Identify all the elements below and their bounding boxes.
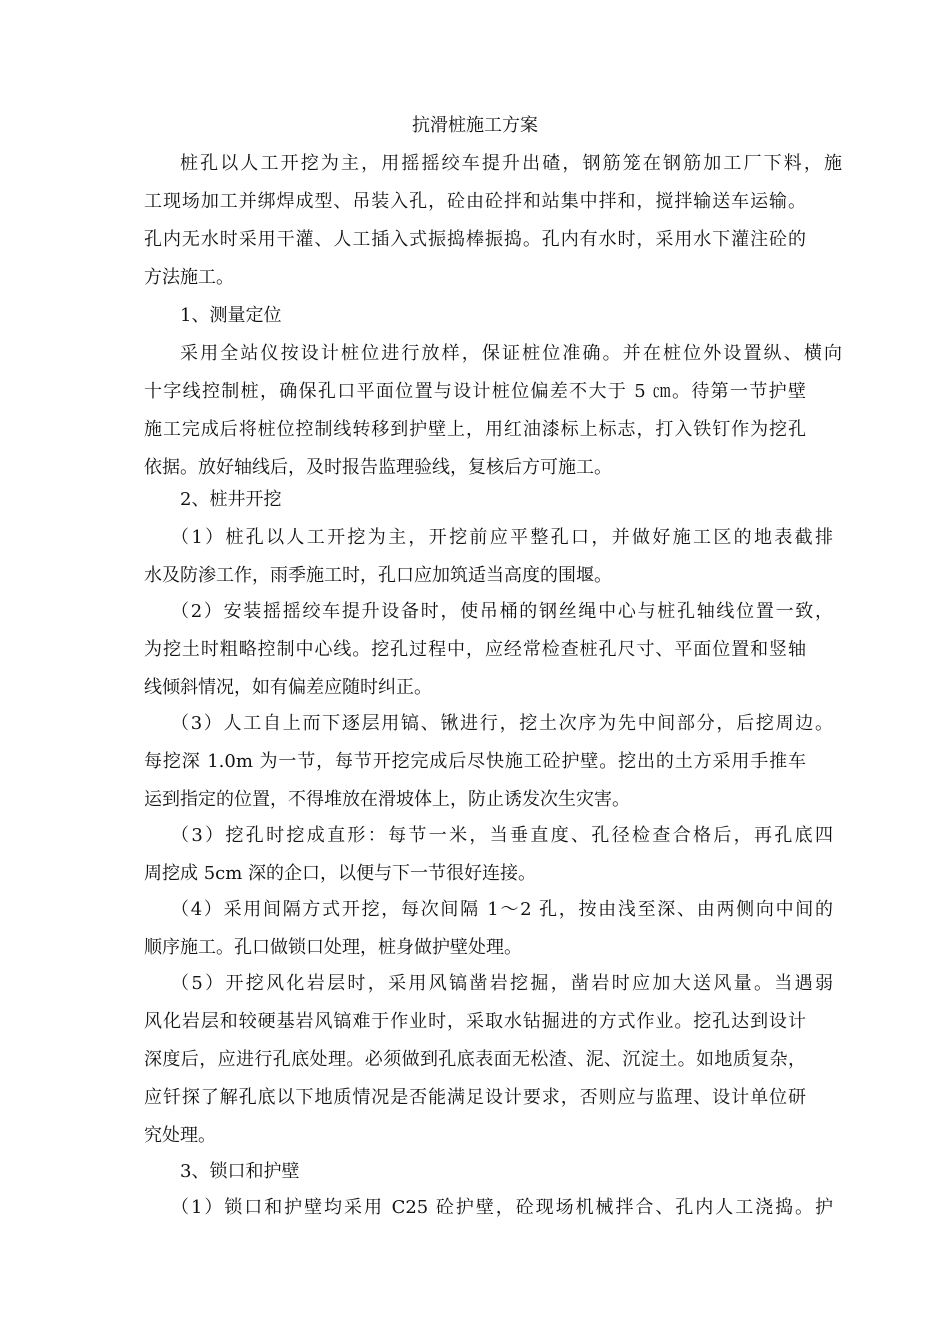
paragraph-line: 线倾斜情况，如有偏差应随时纠正。 — [144, 677, 432, 698]
paragraph-line: 采用全站仪按设计桩位进行放样，保证桩位准确。并在桩位外设置纵、横向 — [180, 343, 842, 364]
paragraph-line: （4）采用间隔方式开挖，每次间隔 1～2 孔，按由浅至深、由两侧向中间的 — [171, 899, 833, 920]
paragraph-line: 水及防渗工作，雨季施工时，孔口应加筑适当高度的围堰。 — [144, 565, 612, 586]
paragraph-line: 桩孔以人工开挖为主，用摇摇绞车提升出碴，钢筋笼在钢筋加工厂下料，施 — [180, 153, 842, 174]
paragraph-line: 孔内无水时采用干灌、人工插入式振捣棒振捣。孔内有水时，采用水下灌注砼的 — [144, 229, 806, 250]
paragraph-line: 周挖成 5cm 深的企口，以便与下一节很好连接。 — [144, 863, 537, 884]
paragraph-line: 方法施工。 — [144, 267, 234, 288]
paragraph-line: 深度后，应进行孔底处理。必须做到孔底表面无松渣、泥、沉淀土。如地质复杂， — [144, 1049, 806, 1070]
paragraph-line: （1）桩孔以人工开挖为主，开挖前应平整孔口，并做好施工区的地表截排 — [171, 527, 833, 548]
paragraph-line: 究处理。 — [144, 1125, 216, 1146]
paragraph-line: 应钎探了解孔底以下地质情况是否能满足设计要求，否则应与监理、设计单位研 — [144, 1087, 806, 1108]
section-heading: 3、锁口和护壁 — [180, 1161, 300, 1182]
paragraph-line: （5）开挖风化岩层时，采用风镐凿岩挖掘，凿岩时应加大送风量。当遇弱 — [171, 973, 833, 994]
paragraph-line: 依据。放好轴线后，及时报告监理验线，复核后方可施工。 — [144, 457, 612, 478]
paragraph-line: 施工完成后将桩位控制线转移到护壁上，用红油漆标上标志，打入铁钉作为挖孔 — [144, 419, 806, 440]
paragraph-line: 运到指定的位置，不得堆放在滑坡体上，防止诱发次生灾害。 — [144, 789, 630, 810]
paragraph-line: 风化岩层和较硬基岩风镐难于作业时，采取水钻掘进的方式作业。挖孔达到设计 — [144, 1011, 806, 1032]
paragraph-line: 顺序施工。孔口做锁口处理，桩身做护壁处理。 — [144, 937, 522, 958]
section-heading: 2、桩井开挖 — [180, 489, 282, 510]
paragraph-line: 十字线控制桩，确保孔口平面位置与设计桩位偏差不大于 5 ㎝。待第一节护壁 — [144, 381, 806, 402]
paragraph-line: 每挖深 1.0m 为一节，每节开挖完成后尽快施工砼护壁。挖出的土方采用手推车 — [144, 751, 806, 772]
paragraph-line: （2）安装摇摇绞车提升设备时，使吊桶的钢丝绳中心与桩孔轴线位置一致， — [171, 601, 833, 622]
paragraph-line: （3）人工自上而下逐层用镐、锹进行，挖土次序为先中间部分，后挖周边。 — [171, 713, 833, 734]
paragraph-line: 为挖土时粗略控制中心线。挖孔过程中，应经常检查桩孔尺寸、平面位置和竖轴 — [144, 639, 806, 660]
paragraph-line: （1）锁口和护壁均采用 C25 砼护壁，砼现场机械拌合、孔内人工浇捣。护 — [171, 1197, 833, 1218]
paragraph-line: （3）挖孔时挖成直形：每节一米，当垂直度、孔径检查合格后，再孔底四 — [171, 825, 833, 846]
document-title: 抗滑桩施工方案 — [412, 115, 538, 136]
section-heading: 1、测量定位 — [180, 305, 282, 326]
paragraph-line: 工现场加工并绑焊成型、吊装入孔，砼由砼拌和站集中拌和，搅拌输送车运输。 — [144, 191, 806, 212]
